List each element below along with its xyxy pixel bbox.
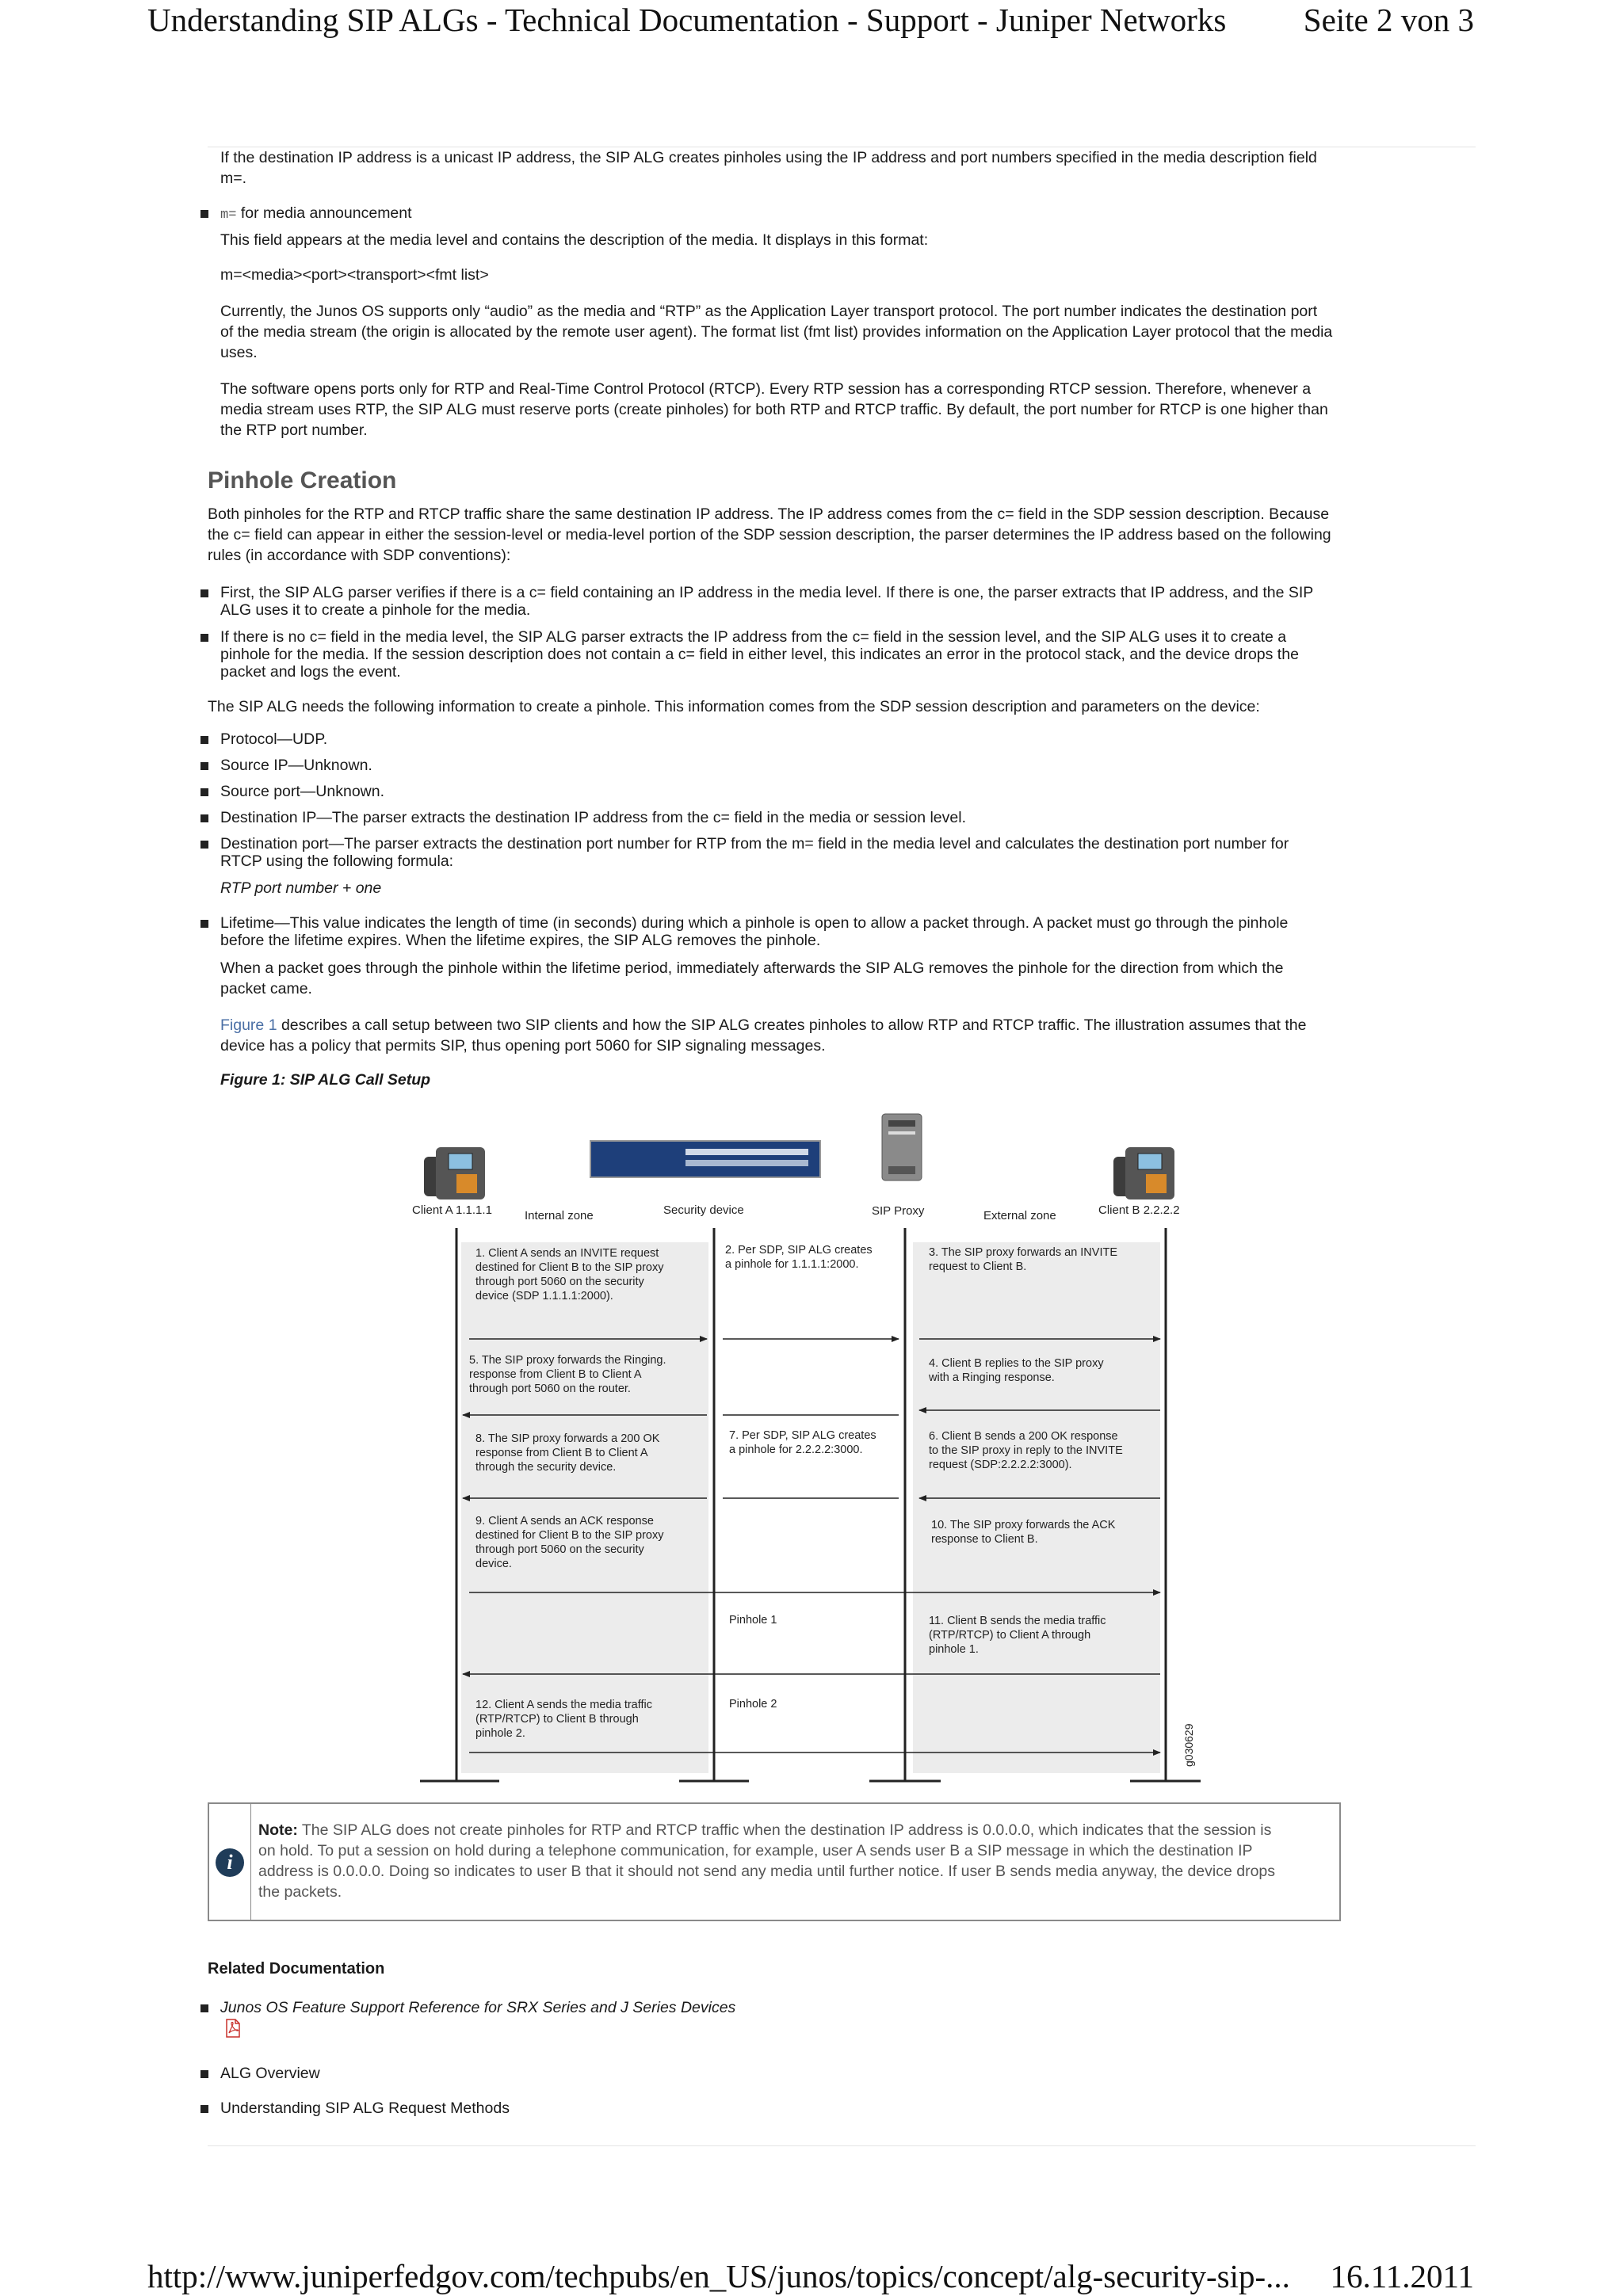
security-device-label: Security device <box>663 1203 744 1217</box>
m-field-para-line: Currently, the Junos OS supports only “audio” as the media and “RTP” as the Application Layer transport protocol. The port number indicates the destination port <box>220 303 1318 320</box>
m-field-code: m= <box>220 208 237 223</box>
rule-line: pinhole for the media. If the session description does not contain a c= field in either level, this indicates an error in the protocol stack, and the device drops the <box>220 646 1299 663</box>
figure-ref-text: describes a call setup between two SIP clients and how the SIP ALG creates pinholes to allow RTP and RTCP traffic. The illustration assumes that the <box>277 1016 1307 1034</box>
external-zone-shade <box>913 1242 1160 1773</box>
figure-ref <box>220 1015 1306 1035</box>
figure-ref-text: device has a policy that permits SIP, thus opening port 5060 for SIP signaling messages. <box>220 1037 826 1055</box>
m-field-label: for media announcement <box>236 204 412 222</box>
step-3: 3. The SIP proxy forwards an INVITE request to Client B. <box>929 1246 1118 1273</box>
figure-caption: Figure 1: SIP ALG Call Setup <box>220 1071 431 1089</box>
internal-zone-shade <box>461 1242 708 1773</box>
pinhole-1-label: Pinhole 1 <box>729 1614 777 1627</box>
step-11: 11. Client B sends the media traffic (RTP/RTCP) to Client A through pinhole 1. <box>929 1615 1106 1656</box>
lifetime-line: before the lifetime expires. When the lifetime expires, the SIP ALG removes the pinhole. <box>220 932 821 949</box>
section-heading: Pinhole Creation <box>208 467 397 494</box>
bullet <box>200 841 208 849</box>
m-field-format: m=<media><port><transport><fmt list> <box>220 266 489 284</box>
step-9: 9. Client A sends an ACK response destined for Client B to the SIP proxy through port 5060 on the security device. <box>475 1515 664 1570</box>
page-url: http://www.juniperfedgov.com/techpubs/en_US/junos/topics/concept/alg-security-sip-... <box>147 2258 1290 2294</box>
sip-call-flow-diagram <box>412 1109 1212 1791</box>
bullet <box>200 736 208 744</box>
bullet <box>200 2004 208 2012</box>
page-title: Understanding SIP ALGs - Technical Documentation - Support - Juniper Networks <box>147 2 1227 38</box>
rule-line: ALG uses it to create a pinhole for the media. <box>220 601 531 619</box>
m-field-para-line: The software opens ports only for RTP and Real-Time Control Protocol (RTCP). Every RTP session has a corresponding RTCP session. Therefore, whenever a <box>220 380 1312 398</box>
related-heading: Related Documentation <box>208 1960 385 1978</box>
rule-line: packet and logs the event. <box>220 663 401 681</box>
step-10: 10. The SIP proxy forwards the ACK response to Client B. <box>931 1519 1116 1546</box>
bottom-divider <box>208 2145 1476 2146</box>
m-field-para-line: the RTP port number. <box>220 421 368 439</box>
info-item: Protocol—UDP. <box>220 730 328 748</box>
bullet <box>200 920 208 928</box>
internal-zone-label: Internal zone <box>525 1209 594 1222</box>
note-line: address is 0.0.0.0. Doing so indicates to user B that it should not send any media until further notice. If user B sends media anyway, the device drops <box>258 1863 1276 1880</box>
bullet <box>200 2070 208 2078</box>
bullet <box>200 762 208 770</box>
pinhole-intro-line: the c= field can appear in either the session-level or media-level portion of the SDP session description, the parser determines the IP address based on the following <box>208 526 1331 543</box>
info-item: Destination IP—The parser extracts the destination IP address from the c= field in the media or session level. <box>220 809 966 826</box>
pinhole-intro-line: rules (in accordance with SDP conventions): <box>208 547 511 564</box>
related-link[interactable]: Junos OS Feature Support Reference for SRX Series and J Series Devices <box>220 1999 736 2016</box>
formula: RTP port number + one <box>220 879 382 897</box>
info-item: Source port—Unknown. <box>220 783 385 800</box>
m-field-para-line: of the media stream (the origin is allocated by the remote user agent). The format list (fmt list) provides information on the Application Layer protocol that the media <box>220 323 1333 341</box>
lifetime-line: packet came. <box>220 980 312 997</box>
pinhole-intro-line: Both pinholes for the RTP and RTCP traffic share the same destination IP address. The IP address comes from the c= field in the SDP session description. Because <box>208 505 1330 523</box>
bullet <box>200 814 208 822</box>
note-label: Note: <box>258 1821 298 1839</box>
bullet <box>200 2105 208 2113</box>
step-1: 1. Client A sends an INVITE request destined for Client B to the SIP proxy through port 5060 on the security device (SDP 1.1.1.1:2000). <box>475 1247 664 1302</box>
sip-proxy-label: SIP Proxy <box>872 1204 925 1218</box>
m-field-desc: This field appears at the media level and contains the description of the media. It displays in this format: <box>220 231 929 249</box>
phone-icon <box>424 1147 485 1199</box>
info-icon: i <box>216 1848 244 1877</box>
bullet <box>200 589 208 597</box>
page-footer <box>0 2256 1623 2296</box>
intro-line: m=. <box>220 170 247 187</box>
bullet <box>200 634 208 642</box>
note-text <box>258 1820 1332 1902</box>
info-item: Source IP—Unknown. <box>220 757 372 774</box>
external-zone-label: External zone <box>983 1209 1056 1222</box>
lifetime-line: Lifetime—This value indicates the length of time (in seconds) during which a pinhole is open to allow a packet through. A packet must go through the pinhole <box>220 914 1289 932</box>
note-divider <box>250 1804 251 1920</box>
info-item: RTCP using the following formula: <box>220 852 454 870</box>
step-5: 5. The SIP proxy forwards the Ringing. response from Client B to Client A through port 5060 on the router. <box>469 1354 666 1395</box>
phone-icon <box>1113 1147 1174 1199</box>
related-link[interactable]: Understanding SIP ALG Request Methods <box>220 2100 510 2117</box>
figure-link[interactable]: Figure 1 <box>220 1016 277 1034</box>
note-line: The SIP ALG does not create pinholes for RTP and RTCP traffic when the destination IP address is 0.0.0.0, which indicates that the session is <box>297 1821 1272 1839</box>
security-device-icon <box>590 1141 820 1177</box>
needs-text: The SIP ALG needs the following information to create a pinhole. This information comes from the SDP session description and parameters on the device: <box>208 698 1260 715</box>
intro-line: If the destination IP address is a unicast IP address, the SIP ALG creates pinholes using the IP address and port numbers specified in the media description field <box>220 149 1317 166</box>
pinhole-2-label: Pinhole 2 <box>729 1698 777 1711</box>
page-header <box>0 0 1623 44</box>
server-icon <box>882 1114 922 1180</box>
note-line: on hold. To put a session on hold during a telephone communication, for example, user A sends user B a SIP message in which the destination IP <box>258 1842 1253 1859</box>
m-field-para-line: media stream uses RTP, the SIP ALG must reserve ports (create pinholes) for both RTP and RTCP traffic. By default, the port number for RTCP is one higher than <box>220 401 1328 418</box>
note-line: the packets. <box>258 1883 342 1901</box>
note-box <box>208 1802 1341 1921</box>
bullet <box>200 210 208 218</box>
print-date: 16.11.2011 <box>1330 2258 1474 2294</box>
step-2: 2. Per SDP, SIP ALG creates a pinhole for 1.1.1.1:2000. <box>725 1244 873 1271</box>
bullet <box>200 788 208 796</box>
step-7: 7. Per SDP, SIP ALG creates a pinhole for 2.2.2.2:3000. <box>729 1429 876 1456</box>
page-number: Seite 2 von 3 <box>1303 2 1474 38</box>
m-field-item <box>220 203 412 226</box>
client-b-label: Client B 2.2.2.2 <box>1098 1203 1180 1217</box>
rule-line: If there is no c= field in the media level, the SIP ALG parser extracts the IP address from the c= field in the session level, and the SIP ALG uses it to create a <box>220 628 1287 646</box>
step-4: 4. Client B replies to the SIP proxy with a Ringing response. <box>929 1357 1104 1384</box>
related-link[interactable]: ALG Overview <box>220 2065 320 2082</box>
step-8: 8. The SIP proxy forwards a 200 OK response from Client B to Client A through the security device. <box>475 1432 660 1474</box>
figure-code: g030629 <box>1182 1723 1195 1767</box>
step-6: 6. Client B sends a 200 OK response to the SIP proxy in reply to the INVITE request (SDP:2.2.2.2:3000). <box>929 1430 1123 1471</box>
lifetime-line: When a packet goes through the pinhole within the lifetime period, immediately afterwards the SIP ALG removes the pinhole for the direction from which the <box>220 959 1284 977</box>
m-field-para-line: uses. <box>220 344 258 361</box>
pdf-icon[interactable] <box>223 2019 242 2038</box>
client-a-label: Client A 1.1.1.1 <box>412 1203 492 1217</box>
info-item: Destination port—The parser extracts the destination port number for RTP from the m= field in the media level and calculates the destination port number for <box>220 835 1289 852</box>
step-12: 12. Client A sends the media traffic (RTP/RTCP) to Client B through pinhole 2. <box>475 1699 653 1740</box>
rule-line: First, the SIP ALG parser verifies if there is a c= field containing an IP address in the media level. If there is one, the parser extracts that IP address, and the SIP <box>220 584 1314 601</box>
